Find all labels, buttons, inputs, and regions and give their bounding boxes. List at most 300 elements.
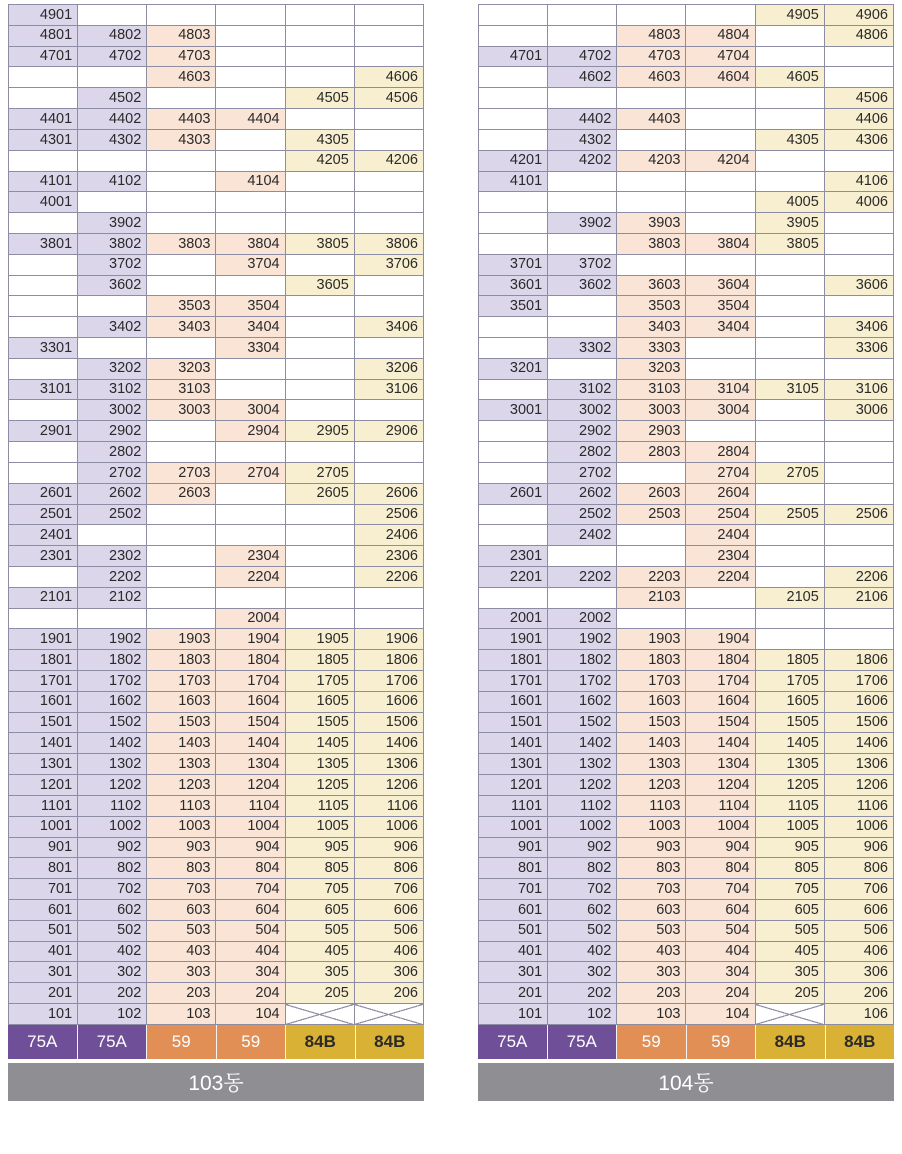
unit-cell: 1002 (548, 816, 617, 837)
unit-cell: 1903 (617, 629, 686, 650)
unit-cell: 1702 (548, 671, 617, 692)
unit-cell: 802 (548, 858, 617, 879)
unit-cell: 3805 (755, 233, 824, 254)
unit-cell-empty (285, 525, 354, 546)
floor-row (479, 837, 894, 858)
unit-cell-empty (755, 546, 824, 567)
floor-row (479, 629, 894, 650)
floor-row (479, 379, 894, 400)
unit-cell-empty (9, 275, 78, 296)
unit-cell: 4202 (548, 150, 617, 171)
unit-cell: 2604 (686, 483, 755, 504)
unit-cell: 3905 (755, 213, 824, 234)
unit-cell-empty (755, 317, 824, 338)
unit-cell: 1904 (216, 629, 285, 650)
unit-cell-empty (479, 129, 548, 150)
unit-cell-empty (755, 358, 824, 379)
unit-cell-empty (216, 358, 285, 379)
unit-cell: 1103 (617, 795, 686, 816)
unit-cell: 2106 (824, 587, 893, 608)
unit-cell-empty (617, 525, 686, 546)
unit-cell: 4104 (216, 171, 285, 192)
unit-cell: 3206 (354, 358, 423, 379)
unit-cell: 1806 (354, 650, 423, 671)
unit-cell-empty (824, 213, 893, 234)
unit-cell-empty (285, 296, 354, 317)
unit-cell-empty (824, 483, 893, 504)
unit-cell-empty (354, 400, 423, 421)
unit-cell: 506 (354, 920, 423, 941)
unit-cell: 3105 (755, 379, 824, 400)
floor-row (479, 46, 894, 67)
unit-cell: 1606 (824, 691, 893, 712)
unit-cell: 1901 (479, 629, 548, 650)
unit-cell: 1503 (617, 712, 686, 733)
unit-cell: 601 (9, 899, 78, 920)
unit-cell: 3302 (548, 338, 617, 359)
unit-cell: 803 (147, 858, 216, 879)
unit-cell-empty (354, 338, 423, 359)
floor-row (9, 899, 424, 920)
unit-cell-empty (9, 358, 78, 379)
unit-cell: 1606 (354, 691, 423, 712)
floor-row (9, 5, 424, 26)
unit-cell-empty (824, 296, 893, 317)
unit-cell: 1306 (354, 754, 423, 775)
unit-cell: 2605 (285, 483, 354, 504)
unit-cell-empty (216, 46, 285, 67)
floor-row (9, 213, 424, 234)
unit-cell: 2304 (686, 546, 755, 567)
unit-cell-empty (147, 338, 216, 359)
unit-cell-empty (548, 192, 617, 213)
unit-cell-empty (755, 254, 824, 275)
unit-cell: 305 (285, 962, 354, 983)
unit-cell: 1305 (755, 754, 824, 775)
unit-cell: 702 (78, 879, 147, 900)
floor-row (479, 213, 894, 234)
unit-cell-empty (147, 546, 216, 567)
building-103-block (8, 4, 424, 1101)
unit-cell: 901 (9, 837, 78, 858)
unit-cell-empty (755, 483, 824, 504)
unit-cell: 506 (824, 920, 893, 941)
unit-cell: 3402 (78, 317, 147, 338)
unit-cell-empty (9, 67, 78, 88)
unit-cell: 1706 (354, 671, 423, 692)
unit-cell: 4306 (824, 129, 893, 150)
unit-cell-empty (216, 587, 285, 608)
unit-type-59: 59 (217, 1025, 287, 1059)
unit-cell: 2505 (755, 504, 824, 525)
unit-cell: 3301 (9, 338, 78, 359)
unit-cell: 1204 (686, 775, 755, 796)
unit-cell-empty (755, 25, 824, 46)
unit-cell: 3804 (216, 233, 285, 254)
unit-cell: 1801 (479, 650, 548, 671)
unit-cell-empty (824, 462, 893, 483)
unit-cell: 3801 (9, 233, 78, 254)
floor-row (9, 1004, 424, 1025)
unit-cell: 3106 (824, 379, 893, 400)
unit-cell: 604 (216, 899, 285, 920)
unit-cell-empty (147, 504, 216, 525)
unit-cell: 3701 (479, 254, 548, 275)
unit-cell: 602 (548, 899, 617, 920)
unit-cell: 4803 (617, 25, 686, 46)
unit-cell: 3804 (686, 233, 755, 254)
unit-cell-empty (285, 587, 354, 608)
building-104-block (478, 4, 894, 1101)
floor-row (9, 379, 424, 400)
unit-cell-empty (479, 192, 548, 213)
unit-cell: 1903 (147, 629, 216, 650)
unit-cell: 1006 (824, 816, 893, 837)
unit-cell: 3902 (78, 213, 147, 234)
unit-cell: 4704 (686, 46, 755, 67)
unit-cell-empty (354, 442, 423, 463)
unit-cell: 404 (686, 941, 755, 962)
building-103-label: 103동 (8, 1063, 424, 1101)
unit-cell-empty (824, 442, 893, 463)
unit-cell: 4605 (755, 67, 824, 88)
unit-cell-empty (479, 25, 548, 46)
unit-cell: 1105 (285, 795, 354, 816)
unit-cell-empty (9, 296, 78, 317)
unit-cell-empty (479, 462, 548, 483)
floor-row (479, 25, 894, 46)
unit-cell: 2901 (9, 421, 78, 442)
floor-row (479, 899, 894, 920)
unit-cell-empty (9, 608, 78, 629)
floor-row (479, 275, 894, 296)
unit-cell-empty (617, 129, 686, 150)
floor-row (9, 816, 424, 837)
unit-cell-empty (755, 608, 824, 629)
unit-cell: 1003 (147, 816, 216, 837)
unit-cell: 4305 (285, 129, 354, 150)
unit-cell-empty (755, 296, 824, 317)
unit-cell: 701 (479, 879, 548, 900)
unit-cell: 304 (216, 962, 285, 983)
unit-cell: 2603 (147, 483, 216, 504)
unit-cell: 1806 (824, 650, 893, 671)
unit-cell: 402 (548, 941, 617, 962)
unit-cell: 3601 (479, 275, 548, 296)
unit-cell: 1703 (147, 671, 216, 692)
unit-cell: 4305 (755, 129, 824, 150)
unit-cell-empty (479, 233, 548, 254)
floor-row (9, 587, 424, 608)
unit-cell-empty (824, 629, 893, 650)
unit-cell-empty (686, 421, 755, 442)
unit-cell: 4402 (548, 109, 617, 130)
unit-cell: 2603 (617, 483, 686, 504)
unit-cell-empty (354, 171, 423, 192)
unit-cell: 4406 (824, 109, 893, 130)
unit-cell: 1204 (216, 775, 285, 796)
unit-cell: 1906 (354, 629, 423, 650)
unit-cell: 2602 (548, 483, 617, 504)
unit-cell-empty (78, 525, 147, 546)
unit-cell: 2502 (548, 504, 617, 525)
unit-cell: 3603 (617, 275, 686, 296)
unit-cell-empty (354, 608, 423, 629)
unit-cell-empty (354, 109, 423, 130)
unit-cell: 4801 (9, 25, 78, 46)
unit-cell: 2504 (686, 504, 755, 525)
floor-row (479, 712, 894, 733)
unit-cell: 2905 (285, 421, 354, 442)
unit-cell: 2802 (78, 442, 147, 463)
unit-cell: 1106 (354, 795, 423, 816)
unit-cell-empty (755, 171, 824, 192)
floor-row (479, 192, 894, 213)
unit-cell: 4901 (9, 5, 78, 26)
unit-cell: 2206 (354, 566, 423, 587)
unit-cell: 3406 (824, 317, 893, 338)
unit-cell-empty (285, 254, 354, 275)
unit-cell-empty (548, 5, 617, 26)
unit-cell: 4206 (354, 150, 423, 171)
unit-cell-empty (755, 442, 824, 463)
unit-cell-empty (147, 608, 216, 629)
unit-cell: 603 (617, 899, 686, 920)
unit-cell: 1401 (479, 733, 548, 754)
unit-cell: 206 (824, 983, 893, 1004)
unit-cell: 204 (686, 983, 755, 1004)
unit-cell: 4301 (9, 129, 78, 150)
unit-cell: 2301 (9, 546, 78, 567)
unit-cell: 1406 (354, 733, 423, 754)
unit-cell: 1701 (9, 671, 78, 692)
unit-cell: 501 (479, 920, 548, 941)
unit-cell-empty (147, 525, 216, 546)
unit-cell: 2906 (354, 421, 423, 442)
floor-row (479, 775, 894, 796)
unit-type-59: 59 (687, 1025, 757, 1059)
unit-cell: 1104 (686, 795, 755, 816)
unit-cell: 4403 (147, 109, 216, 130)
unit-cell-empty (479, 421, 548, 442)
unit-cell: 4802 (78, 25, 147, 46)
unit-cell-empty (9, 88, 78, 109)
unit-cell-empty (285, 504, 354, 525)
unit-cell: 706 (824, 879, 893, 900)
unit-cell: 1605 (755, 691, 824, 712)
unit-cell-empty (216, 67, 285, 88)
unit-cell: 602 (78, 899, 147, 920)
unit-cell: 3803 (617, 233, 686, 254)
floor-row (9, 795, 424, 816)
unit-cell: 601 (479, 899, 548, 920)
unit-cell: 1203 (617, 775, 686, 796)
unit-cell: 902 (548, 837, 617, 858)
floor-row (9, 317, 424, 338)
unit-cell-empty (686, 171, 755, 192)
unit-cell: 2506 (354, 504, 423, 525)
unit-cell-empty (755, 566, 824, 587)
unit-cell: 905 (755, 837, 824, 858)
unit-cell-empty (479, 525, 548, 546)
floor-row (9, 691, 424, 712)
unit-cell-empty (354, 25, 423, 46)
unit-cell-empty (479, 379, 548, 400)
unit-cell: 1203 (147, 775, 216, 796)
unit-cell: 1303 (147, 754, 216, 775)
unit-cell: 1603 (617, 691, 686, 712)
unit-cell: 1902 (548, 629, 617, 650)
unit-cell: 4702 (78, 46, 147, 67)
unit-cell: 3403 (147, 317, 216, 338)
unit-cell: 403 (147, 941, 216, 962)
floor-row (9, 338, 424, 359)
unit-cell: 1403 (147, 733, 216, 754)
floor-row (9, 46, 424, 67)
unit-cell-empty (78, 296, 147, 317)
floor-row (479, 816, 894, 837)
unit-cell: 1102 (78, 795, 147, 816)
unit-cell: 1802 (548, 650, 617, 671)
unit-cell-empty (9, 566, 78, 587)
unit-cell: 203 (617, 983, 686, 1004)
unit-cell: 701 (9, 879, 78, 900)
unit-cell-empty (9, 317, 78, 338)
unit-cell-empty (147, 421, 216, 442)
unit-cell-empty (824, 233, 893, 254)
unit-cell: 4702 (548, 46, 617, 67)
unit-cell-empty (686, 192, 755, 213)
unit-cell-empty (479, 442, 548, 463)
unit-cell: 4804 (686, 25, 755, 46)
unit-cell: 1301 (479, 754, 548, 775)
unit-cell-empty (824, 150, 893, 171)
unit-cell: 3103 (617, 379, 686, 400)
unit-cell: 606 (354, 899, 423, 920)
unit-cell: 1005 (755, 816, 824, 837)
floor-row (479, 171, 894, 192)
unit-cell: 1206 (824, 775, 893, 796)
unit-cell: 2904 (216, 421, 285, 442)
unit-cell: 4303 (147, 129, 216, 150)
unit-cell: 703 (147, 879, 216, 900)
unit-cell: 1104 (216, 795, 285, 816)
floor-row (479, 5, 894, 26)
unit-cell-empty (147, 442, 216, 463)
unit-cell: 2204 (686, 566, 755, 587)
floor-row (9, 150, 424, 171)
floor-row (9, 171, 424, 192)
unit-cell: 4602 (548, 67, 617, 88)
unit-cell: 3102 (78, 379, 147, 400)
unit-cell-empty (479, 338, 548, 359)
unit-cell-empty (9, 400, 78, 421)
unit-cell: 1005 (285, 816, 354, 837)
floor-row (479, 254, 894, 275)
unit-cell-empty (216, 525, 285, 546)
unit-cell-empty (686, 129, 755, 150)
floor-row (9, 775, 424, 796)
unit-cell: 1601 (479, 691, 548, 712)
unit-cell-empty (548, 25, 617, 46)
unit-cell: 3004 (686, 400, 755, 421)
unit-cell: 3404 (686, 317, 755, 338)
unit-cell-empty (755, 629, 824, 650)
unit-cell: 1504 (686, 712, 755, 733)
unit-cell: 102 (548, 1004, 617, 1025)
unit-cell: 4701 (9, 46, 78, 67)
unit-cell: 806 (824, 858, 893, 879)
unit-cell-empty (78, 5, 147, 26)
unit-cell: 1704 (216, 671, 285, 692)
unit-cell: 3004 (216, 400, 285, 421)
floor-row (479, 150, 894, 171)
unit-cell: 1406 (824, 733, 893, 754)
floor-row (479, 504, 894, 525)
unit-cell-empty (354, 213, 423, 234)
unit-cell: 3504 (686, 296, 755, 317)
unit-cell: 806 (354, 858, 423, 879)
unit-cell: 906 (354, 837, 423, 858)
unit-cell: 1705 (755, 671, 824, 692)
unit-cell: 605 (285, 899, 354, 920)
unit-cell: 1604 (216, 691, 285, 712)
unit-cell: 1506 (824, 712, 893, 733)
unit-cell-empty (686, 213, 755, 234)
unit-cell: 1401 (9, 733, 78, 754)
floor-row (9, 400, 424, 421)
unit-cell: 301 (479, 962, 548, 983)
floor-row (9, 25, 424, 46)
unit-cell: 805 (755, 858, 824, 879)
floor-row (9, 254, 424, 275)
unit-cell: 404 (216, 941, 285, 962)
unit-cell-empty (548, 88, 617, 109)
floor-row (9, 629, 424, 650)
unit-cell: 3303 (617, 338, 686, 359)
unit-cell-empty (216, 192, 285, 213)
building-103-unit-type-row (8, 1025, 424, 1059)
floor-row (479, 442, 894, 463)
unit-cell-empty (755, 400, 824, 421)
unit-cell: 1404 (216, 733, 285, 754)
floor-row (9, 879, 424, 900)
unit-cell: 4205 (285, 150, 354, 171)
unit-cell: 2302 (78, 546, 147, 567)
unit-cell: 1304 (216, 754, 285, 775)
unit-cell: 2803 (617, 442, 686, 463)
unit-cell: 1201 (479, 775, 548, 796)
unit-cell: 3003 (147, 400, 216, 421)
unit-cell: 401 (9, 941, 78, 962)
unit-cell: 405 (755, 941, 824, 962)
unit-cell: 2705 (285, 462, 354, 483)
unit-cell-empty (479, 88, 548, 109)
unit-cell: 1404 (686, 733, 755, 754)
unit-cell: 2601 (9, 483, 78, 504)
unit-cell: 3104 (686, 379, 755, 400)
unit-cell-empty (285, 317, 354, 338)
unit-cell: 3001 (479, 400, 548, 421)
unit-cell-empty (216, 275, 285, 296)
unit-cell: 4006 (824, 192, 893, 213)
unit-cell: 4906 (824, 5, 893, 26)
floor-row (9, 566, 424, 587)
unit-cell-empty (755, 150, 824, 171)
unit-cell: 1602 (78, 691, 147, 712)
unit-cell: 2601 (479, 483, 548, 504)
floor-row (9, 671, 424, 692)
